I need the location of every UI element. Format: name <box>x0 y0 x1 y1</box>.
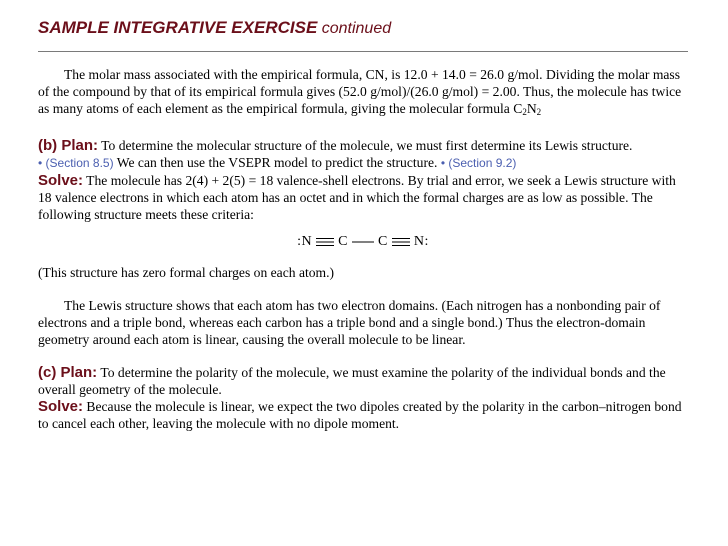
formula-subscript-c: 2 <box>522 107 527 117</box>
part-b-solve <box>38 172 688 223</box>
part-b-solve-text: The molecule has 2(4) + 2(5) = 18 valence-shell electrons. By trial and error, we seek a Lewis structure with 18 valence electrons in which each atom has an octet and in which the formal charges are as low as possible. The following structure meets these criteria: <box>38 173 676 222</box>
triple-bond-icon <box>392 237 410 247</box>
part-c-plan-label: (c) Plan: <box>38 364 98 381</box>
exercise-body <box>38 66 688 432</box>
header-divider <box>38 51 688 52</box>
exercise-title: SAMPLE INTEGRATIVE EXERCISE <box>38 18 318 37</box>
part-c-solve <box>38 398 688 432</box>
part-b-plan-label: (b) Plan: <box>38 137 98 154</box>
section-9-2-link[interactable]: • (Section 9.2) <box>440 156 517 170</box>
formula-n: N <box>526 101 537 116</box>
part-b-plan-text-2: We can then use the VSEPR model to predict the structure. <box>116 155 438 170</box>
lewis-atom-c-left: C <box>338 234 348 249</box>
lewis-atom-n-right: N: <box>413 234 429 249</box>
lewis-structure <box>38 233 688 250</box>
molar-mass-paragraph <box>38 66 688 121</box>
geometry-paragraph: The Lewis structure shows that each atom has two electron domains. (Each nitrogen has a nonbonding pair of electrons and a triple bond, whereas each carbon has a triple bond and a single bond.) Thus the electron-domain geometry around each atom is linear, causing the overall molecule to be linear. <box>38 298 661 347</box>
formal-charge-note: (This structure has zero formal charges on each atom.) <box>38 265 335 280</box>
part-b-plan-text: To determine the molecular structure of the molecule, we must first determine its Lewis structure. <box>101 138 633 153</box>
part-b-solve-label: Solve: <box>38 172 84 189</box>
molar-mass-text: The molar mass associated with the empirical formula, CN, is 12.0 + 14.0 = 26.0 g/mol. Dividing the molar mass of the compound by that of its empirical formula gives (52.0 g/mol)/(26.0 g/mol) = 2.00. Thus, the molecule has twice as many atoms of each element as the empirical formula, giving the molecular formula C <box>38 67 682 116</box>
part-c-solve-label: Solve: <box>38 398 84 415</box>
lewis-atom-c-right: C <box>378 234 388 249</box>
section-8-5-link[interactable]: • (Section 8.5) <box>38 156 114 170</box>
part-c-plan <box>38 364 688 398</box>
single-bond-icon <box>352 237 374 247</box>
triple-bond-icon <box>316 237 334 247</box>
part-c-plan-text: To determine the polarity of the molecule, we must examine the polarity of the individual bonds and the overall geometry of the molecule. <box>38 365 666 397</box>
formula-subscript-n: 2 <box>536 107 542 117</box>
part-c-solve-text: Because the molecule is linear, we expect the two dipoles created by the polarity in the carbon–nitrogen bond to cancel each other, leaving the molecule with no dipole moment. <box>38 399 682 431</box>
lewis-atom-n-left: :N <box>297 234 313 249</box>
page-header <box>38 18 708 38</box>
exercise-title-continued: continued <box>321 20 392 37</box>
part-b-plan <box>38 137 688 172</box>
